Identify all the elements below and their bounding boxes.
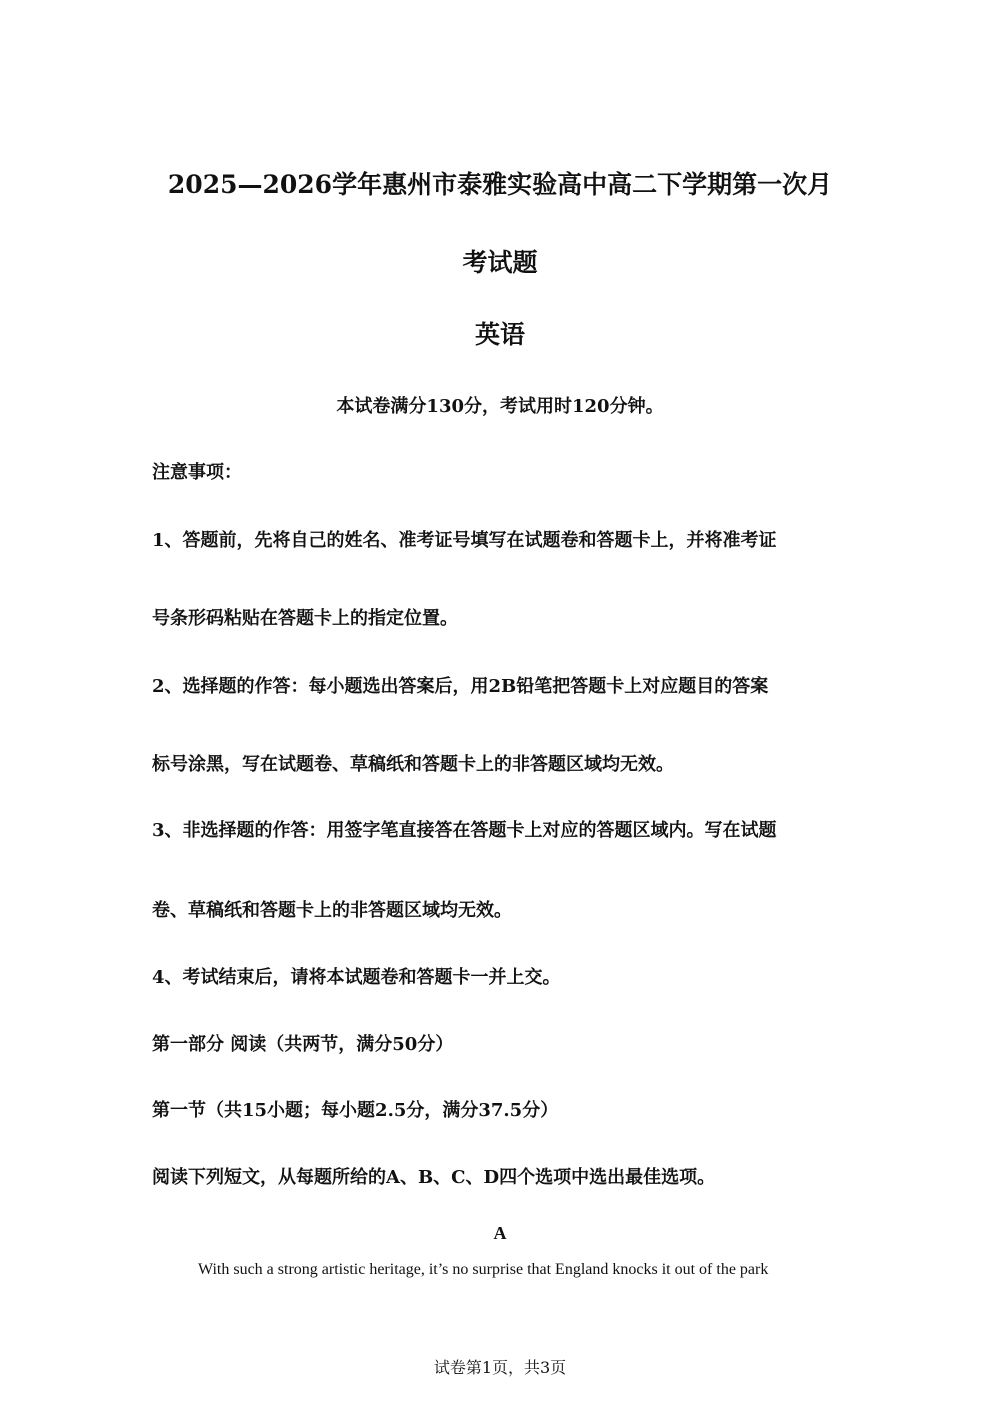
- passage-label: A: [493, 1223, 507, 1243]
- part1-heading: 第一部分 阅读（共两节，满分50分）: [152, 1034, 454, 1055]
- subject-title: 英语: [474, 320, 525, 349]
- note-item-4: 4、考试结束后，请将本试题卷和答题卡一并上交。: [152, 967, 561, 988]
- notes-heading: 注意事项：: [152, 462, 242, 483]
- page-footer: 试卷第1页，共3页: [433, 1358, 567, 1377]
- exam-title-line1: 2025—2026学年惠州市泰雅实验高中高二下学期第一次月: [167, 170, 833, 199]
- note-item-2-line2: 标号涂黑，写在试题卷、草稿纸和答题卡上的非答题区域均无效。: [152, 754, 674, 775]
- passage-first-line: With such a strong artistic heritage, it’s no surprise that England knocks it out of the park: [198, 1261, 769, 1278]
- note-item-3-line1: 3、非选择题的作答：用签字笔直接答在答题卡上对应的答题区域内。写在试题: [152, 820, 777, 841]
- note-item-2-line1: 2、选择题的作答：每小题选出答案后，用2B铅笔把答题卡上对应题目的答案: [152, 676, 769, 697]
- exam-title-line2: 考试题: [462, 248, 538, 277]
- exam-info: 本试卷满分130分，考试用时120分钟。: [336, 396, 664, 417]
- note-item-3-line2: 卷、草稿纸和答题卡上的非答题区域均无效。: [152, 900, 512, 921]
- note-item-1-line2: 号条形码粘贴在答题卡上的指定位置。: [152, 608, 458, 629]
- reading-instruction: 阅读下列短文，从每题所给的A、B、C、D四个选项中选出最佳选项。: [152, 1167, 716, 1188]
- note-item-1-line1: 1、答题前，先将自己的姓名、准考证号填写在试题卷和答题卡上，并将准考证: [152, 530, 777, 551]
- section1-heading: 第一节（共15小题；每小题2.5分，满分37.5分）: [152, 1100, 559, 1121]
